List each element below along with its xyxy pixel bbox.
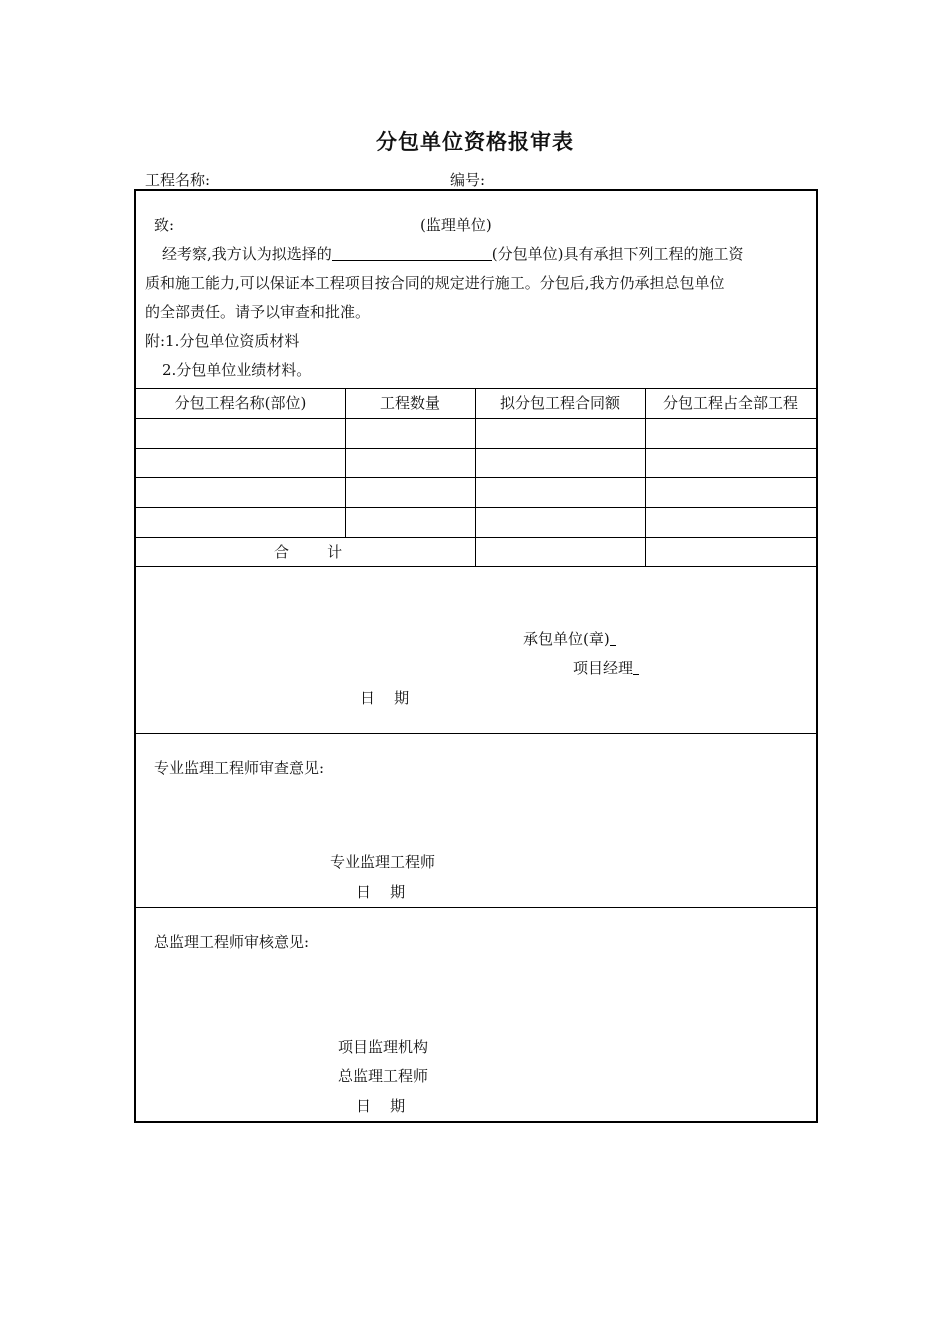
form-title: 分包单位资格报审表 <box>376 129 574 154</box>
table-cell[interactable] <box>345 452 475 474</box>
contractor-seal-blank[interactable] <box>610 631 616 646</box>
request-body-part1: 经考察,我方认为拟选择的 <box>162 245 332 263</box>
request-body-line3: 的全部责任。请予以审查和批准。 <box>145 303 371 321</box>
table-header-name: 分包工程名称(部位) <box>174 394 307 412</box>
section-divider <box>136 907 816 908</box>
project-manager-text: 项目经理 <box>573 659 634 677</box>
table-header-contract-amount: 拟分包工程合同额 <box>499 394 620 412</box>
table-cell[interactable] <box>475 452 645 474</box>
table-cell[interactable] <box>475 481 645 503</box>
request-body-part2: (分包单位)具有承担下列工程的施工资 <box>491 245 744 263</box>
table-bottom-rule <box>136 566 816 567</box>
total-label: 合 计 <box>274 543 343 561</box>
contractor-unit-text: 承包单位(章) <box>523 630 610 648</box>
table-header-rule <box>136 418 816 419</box>
table-row-rule <box>136 448 816 449</box>
table-cell[interactable] <box>345 511 475 533</box>
chief-date-label: 日 期 <box>356 1097 406 1115</box>
request-body-line2: 质和施工能力,可以保证本工程项目按合同的规定进行施工。分包后,我方仍承担总包单位 <box>145 274 725 292</box>
table-row-rule <box>136 507 816 508</box>
specialist-signer-label: 专业监理工程师 <box>330 853 436 871</box>
table-cell[interactable] <box>475 511 645 533</box>
table-cell[interactable] <box>345 422 475 444</box>
table-cell[interactable] <box>645 511 816 533</box>
project-name-label: 工程名称: <box>145 171 211 189</box>
table-row-rule <box>136 537 816 538</box>
table-cell[interactable] <box>645 452 816 474</box>
table-header-quantity: 工程数量 <box>379 394 440 412</box>
supervisor-unit-label: (监理单位) <box>420 216 492 234</box>
section-divider <box>136 733 816 734</box>
table-cell[interactable] <box>136 452 345 474</box>
table-cell[interactable] <box>136 422 345 444</box>
table-header-share: 分包工程占全部工程 <box>662 394 798 412</box>
table-cell[interactable] <box>136 481 345 503</box>
contractor-unit-label <box>523 628 616 649</box>
number-label: 编号: <box>450 171 486 189</box>
supervision-org-label: 项目监理机构 <box>338 1038 429 1056</box>
table-cell[interactable] <box>645 422 816 444</box>
project-manager-blank[interactable] <box>633 660 639 675</box>
form-frame <box>134 189 818 1123</box>
table-cell[interactable] <box>345 481 475 503</box>
table-top-rule <box>136 388 816 389</box>
table-col-divider <box>475 388 476 566</box>
to-label: 致: <box>154 216 175 234</box>
contractor-date-label: 日 期 <box>360 689 410 707</box>
attachment-1: 附:1.分包单位资质材料 <box>145 332 300 350</box>
table-col-divider <box>645 388 646 566</box>
chief-opinion-label: 总监理工程师审核意见: <box>154 933 310 951</box>
subcontractor-name-blank[interactable] <box>332 245 492 261</box>
project-manager-label <box>573 657 639 678</box>
specialist-date-label: 日 期 <box>356 883 406 901</box>
table-cell[interactable] <box>645 481 816 503</box>
table-row-rule <box>136 477 816 478</box>
table-cell[interactable] <box>136 511 345 533</box>
specialist-opinion-label: 专业监理工程师审查意见: <box>154 759 325 777</box>
attachment-2: 2.分包单位业绩材料。 <box>162 361 312 379</box>
table-cell[interactable] <box>475 422 645 444</box>
chief-signer-label: 总监理工程师 <box>338 1067 429 1085</box>
request-body-line1 <box>162 243 744 264</box>
